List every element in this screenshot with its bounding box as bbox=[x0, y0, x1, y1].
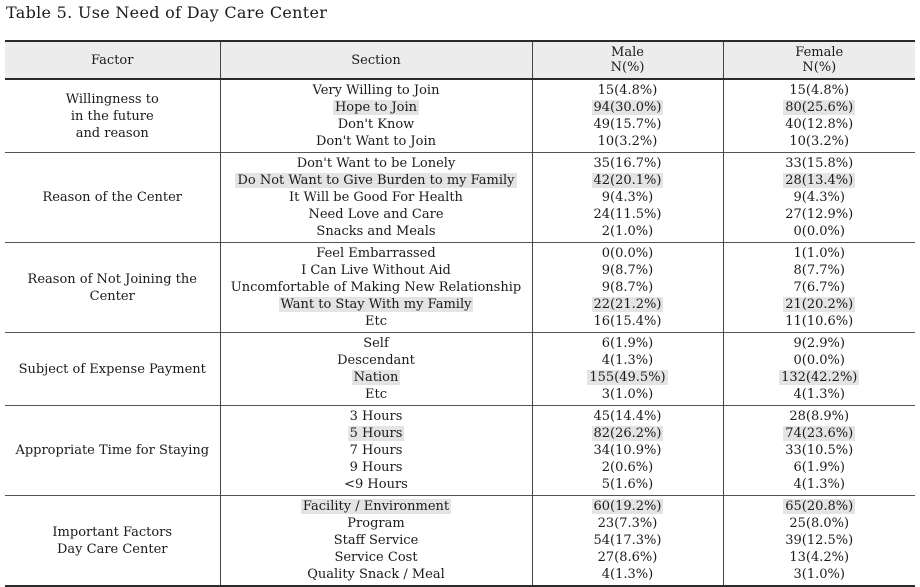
female-value: 13(4.2%) bbox=[789, 550, 850, 565]
female-line bbox=[724, 369, 916, 386]
male-line bbox=[533, 408, 723, 425]
male-value: 0(0.0%) bbox=[601, 246, 654, 261]
header-female bbox=[723, 41, 915, 79]
section-value: Self bbox=[363, 336, 389, 351]
female-value: 25(8.0%) bbox=[789, 516, 850, 531]
table-row-group bbox=[5, 496, 915, 587]
header-factor: Factor bbox=[5, 41, 220, 79]
female-line bbox=[724, 498, 916, 515]
section-value: Snacks and Meals bbox=[316, 224, 436, 239]
female-line bbox=[724, 155, 916, 172]
male-value: 2(1.0%) bbox=[601, 224, 654, 239]
female-line bbox=[724, 408, 916, 425]
header-female-unit: N(%) bbox=[802, 60, 837, 75]
female-value: 0(0.0%) bbox=[793, 224, 845, 239]
male-line bbox=[533, 313, 723, 330]
factor-cell bbox=[5, 496, 220, 587]
female-line bbox=[724, 515, 916, 532]
female-line bbox=[724, 172, 916, 189]
female-value: 28(8.9%) bbox=[789, 409, 850, 424]
section-line bbox=[221, 99, 532, 116]
male-line bbox=[533, 386, 723, 403]
section-value: Quality Snack / Meal bbox=[307, 567, 445, 582]
female-value: 3(1.0%) bbox=[793, 567, 845, 582]
table-row-group bbox=[5, 333, 915, 406]
male-line bbox=[533, 425, 723, 442]
section-line bbox=[221, 262, 532, 279]
section-line bbox=[221, 442, 532, 459]
section-cell bbox=[220, 153, 532, 243]
female-cell-list bbox=[724, 243, 916, 332]
header-male-label: Male bbox=[611, 45, 644, 60]
male-line bbox=[533, 352, 723, 369]
male-value: 16(15.4%) bbox=[593, 314, 662, 329]
section-value: Don't Want to be Lonely bbox=[296, 156, 456, 171]
male-value: 27(8.6%) bbox=[597, 550, 658, 565]
male-line bbox=[533, 99, 723, 116]
factor-label: Reason of Not Joining the Center bbox=[27, 271, 197, 304]
male-line bbox=[533, 549, 723, 566]
section-cell-list bbox=[221, 153, 532, 242]
factor-label: Reason of the Center bbox=[42, 190, 183, 205]
table-caption: Table 5. Use Need of Day Care Center bbox=[6, 3, 328, 22]
factor-label: Important Factors Day Care Center bbox=[52, 524, 173, 557]
section-value: Descendant bbox=[337, 353, 415, 368]
male-value: 5(1.6%) bbox=[601, 477, 654, 492]
table-row-group bbox=[5, 79, 915, 153]
section-line bbox=[221, 189, 532, 206]
section-line bbox=[221, 408, 532, 425]
female-value: 9(4.3%) bbox=[793, 190, 845, 205]
female-value: 1(1.0%) bbox=[793, 246, 845, 261]
table-body bbox=[5, 79, 915, 586]
section-value: I Can Live Without Aid bbox=[301, 263, 451, 278]
male-line bbox=[533, 262, 723, 279]
factor-cell bbox=[5, 406, 220, 496]
section-value: Etc bbox=[365, 314, 387, 329]
male-line bbox=[533, 82, 723, 99]
male-cell-list bbox=[533, 406, 723, 495]
section-line bbox=[221, 116, 532, 133]
male-cell bbox=[532, 153, 723, 243]
male-cell bbox=[532, 496, 723, 587]
male-line bbox=[533, 206, 723, 223]
female-cell-list bbox=[724, 80, 916, 152]
section-line bbox=[221, 296, 532, 313]
male-cell bbox=[532, 406, 723, 496]
section-line bbox=[221, 566, 532, 583]
section-value: Feel Embarrassed bbox=[316, 246, 436, 261]
female-cell-list bbox=[724, 153, 916, 242]
male-cell bbox=[532, 243, 723, 333]
section-value: 3 Hours bbox=[349, 409, 403, 424]
female-line bbox=[724, 133, 916, 150]
section-line bbox=[221, 425, 532, 442]
section-line bbox=[221, 549, 532, 566]
female-line bbox=[724, 566, 916, 583]
section-line bbox=[221, 155, 532, 172]
male-value: 155(49.5%) bbox=[589, 370, 666, 385]
male-value: 3(1.0%) bbox=[601, 387, 654, 402]
table-row-group bbox=[5, 153, 915, 243]
female-value: 15(4.8%) bbox=[789, 83, 850, 98]
section-value: Program bbox=[347, 516, 405, 531]
factor-cell bbox=[5, 333, 220, 406]
header-section: Section bbox=[220, 41, 532, 79]
male-value: 9(8.7%) bbox=[601, 280, 654, 295]
section-cell-list bbox=[221, 496, 532, 585]
section-line bbox=[221, 279, 532, 296]
male-value: 23(7.3%) bbox=[597, 516, 658, 531]
female-value: 9(2.9%) bbox=[793, 336, 845, 351]
factor-cell bbox=[5, 243, 220, 333]
female-value: 21(20.2%) bbox=[785, 297, 854, 312]
female-value: 28(13.4%) bbox=[785, 173, 854, 188]
female-value: 4(1.3%) bbox=[793, 477, 845, 492]
section-line bbox=[221, 476, 532, 493]
male-line bbox=[533, 442, 723, 459]
section-cell bbox=[220, 333, 532, 406]
male-cell-list bbox=[533, 496, 723, 585]
male-line bbox=[533, 476, 723, 493]
male-value: 2(0.6%) bbox=[601, 460, 654, 475]
section-cell-list bbox=[221, 406, 532, 495]
female-cell-list bbox=[724, 333, 916, 405]
factor-cell bbox=[5, 79, 220, 153]
section-value: Need Love and Care bbox=[308, 207, 444, 222]
male-line bbox=[533, 223, 723, 240]
section-value: Don't Want to Join bbox=[315, 134, 436, 149]
section-value: Etc bbox=[365, 387, 387, 402]
male-value: 24(11.5%) bbox=[593, 207, 662, 222]
female-value: 8(7.7%) bbox=[793, 263, 845, 278]
male-line bbox=[533, 532, 723, 549]
table-row-group bbox=[5, 406, 915, 496]
male-value: 4(1.3%) bbox=[601, 353, 654, 368]
male-value: 49(15.7%) bbox=[593, 117, 662, 132]
section-line bbox=[221, 206, 532, 223]
female-value: 7(6.7%) bbox=[793, 280, 845, 295]
female-line bbox=[724, 245, 916, 262]
section-line bbox=[221, 532, 532, 549]
section-line bbox=[221, 352, 532, 369]
male-line bbox=[533, 515, 723, 532]
male-value: 34(10.9%) bbox=[593, 443, 662, 458]
female-cell bbox=[723, 496, 915, 587]
female-value: 10(3.2%) bbox=[789, 134, 850, 149]
section-cell bbox=[220, 406, 532, 496]
section-value: 9 Hours bbox=[349, 460, 403, 475]
female-line bbox=[724, 223, 916, 240]
female-line bbox=[724, 386, 916, 403]
female-line bbox=[724, 262, 916, 279]
factor-cell bbox=[5, 153, 220, 243]
male-cell-list bbox=[533, 243, 723, 332]
section-cell bbox=[220, 243, 532, 333]
female-value: 40(12.8%) bbox=[785, 117, 854, 132]
male-line bbox=[533, 296, 723, 313]
male-value: 15(4.8%) bbox=[597, 83, 658, 98]
use-need-table bbox=[5, 40, 915, 587]
section-cell-list bbox=[221, 243, 532, 332]
section-line bbox=[221, 498, 532, 515]
female-value: 80(25.6%) bbox=[785, 100, 854, 115]
female-value: 4(1.3%) bbox=[793, 387, 845, 402]
factor-label: Willingness to in the future and reason bbox=[65, 91, 159, 141]
section-cell-list bbox=[221, 333, 532, 405]
section-value: Uncomfortable of Making New Relationship bbox=[230, 280, 522, 295]
male-cell-list bbox=[533, 333, 723, 405]
female-value: 27(12.9%) bbox=[785, 207, 854, 222]
male-value: 9(8.7%) bbox=[601, 263, 654, 278]
female-line bbox=[724, 296, 916, 313]
female-value: 74(23.6%) bbox=[785, 426, 854, 441]
male-value: 54(17.3%) bbox=[593, 533, 662, 548]
male-value: 6(1.9%) bbox=[601, 336, 654, 351]
section-value: Do Not Want to Give Burden to my Family bbox=[237, 173, 515, 188]
header-female-label: Female bbox=[795, 45, 844, 60]
section-cell bbox=[220, 496, 532, 587]
male-line bbox=[533, 189, 723, 206]
male-line bbox=[533, 459, 723, 476]
female-value: 33(15.8%) bbox=[785, 156, 854, 171]
factor-label: Subject of Expense Payment bbox=[18, 361, 206, 377]
table-row-group bbox=[5, 243, 915, 333]
section-line bbox=[221, 245, 532, 262]
female-line bbox=[724, 459, 916, 476]
male-line bbox=[533, 369, 723, 386]
table-header bbox=[5, 41, 915, 79]
female-cell bbox=[723, 153, 915, 243]
section-line bbox=[221, 133, 532, 150]
male-value: 94(30.0%) bbox=[593, 100, 662, 115]
female-line bbox=[724, 335, 916, 352]
section-value: Service Cost bbox=[334, 550, 418, 565]
male-cell-list bbox=[533, 80, 723, 152]
male-line bbox=[533, 172, 723, 189]
section-line bbox=[221, 386, 532, 403]
factor-label: Appropriate Time for Staying bbox=[15, 443, 210, 458]
female-cell bbox=[723, 406, 915, 496]
section-cell bbox=[220, 79, 532, 153]
section-cell-list bbox=[221, 80, 532, 152]
female-line bbox=[724, 549, 916, 566]
male-value: 35(16.7%) bbox=[593, 156, 662, 171]
female-line bbox=[724, 189, 916, 206]
female-line bbox=[724, 352, 916, 369]
section-value: 7 Hours bbox=[349, 443, 403, 458]
section-line bbox=[221, 172, 532, 189]
male-value: 45(14.4%) bbox=[593, 409, 662, 424]
female-value: 132(42.2%) bbox=[781, 370, 858, 385]
male-line bbox=[533, 566, 723, 583]
section-value: Hope to Join bbox=[334, 100, 418, 115]
female-value: 65(20.8%) bbox=[785, 499, 854, 514]
male-line bbox=[533, 335, 723, 352]
male-line bbox=[533, 279, 723, 296]
female-line bbox=[724, 425, 916, 442]
male-line bbox=[533, 133, 723, 150]
section-value: <9 Hours bbox=[344, 477, 408, 492]
female-cell bbox=[723, 333, 915, 406]
male-line bbox=[533, 245, 723, 262]
male-value: 60(19.2%) bbox=[593, 499, 662, 514]
female-line bbox=[724, 532, 916, 549]
section-line bbox=[221, 459, 532, 476]
section-line bbox=[221, 335, 532, 352]
female-value: 11(10.6%) bbox=[785, 314, 854, 329]
section-line bbox=[221, 82, 532, 99]
section-line bbox=[221, 369, 532, 386]
section-line bbox=[221, 515, 532, 532]
header-male bbox=[532, 41, 723, 79]
female-cell bbox=[723, 243, 915, 333]
section-line bbox=[221, 223, 532, 240]
male-cell bbox=[532, 79, 723, 153]
header-male-unit: N(%) bbox=[610, 60, 645, 75]
male-value: 10(3.2%) bbox=[597, 134, 658, 149]
section-value: Very Willing to Join bbox=[312, 83, 440, 98]
female-value: 39(12.5%) bbox=[785, 533, 854, 548]
female-value: 33(10.5%) bbox=[785, 443, 854, 458]
male-cell bbox=[532, 333, 723, 406]
section-value: Want to Stay With my Family bbox=[280, 297, 472, 312]
female-cell-list bbox=[724, 496, 916, 585]
section-value: Nation bbox=[353, 370, 399, 385]
male-line bbox=[533, 155, 723, 172]
section-value: Facility / Environment bbox=[302, 499, 450, 514]
female-line bbox=[724, 206, 916, 223]
female-line bbox=[724, 82, 916, 99]
female-cell bbox=[723, 79, 915, 153]
female-line bbox=[724, 442, 916, 459]
male-value: 82(26.2%) bbox=[593, 426, 662, 441]
female-value: 6(1.9%) bbox=[793, 460, 845, 475]
male-value: 4(1.3%) bbox=[601, 567, 654, 582]
male-line bbox=[533, 498, 723, 515]
section-value: It Will be Good For Health bbox=[289, 190, 463, 205]
male-line bbox=[533, 116, 723, 133]
female-line bbox=[724, 313, 916, 330]
section-value: Don't Know bbox=[337, 117, 415, 132]
male-value: 42(20.1%) bbox=[593, 173, 662, 188]
female-line bbox=[724, 279, 916, 296]
male-cell-list bbox=[533, 153, 723, 242]
male-value: 9(4.3%) bbox=[601, 190, 654, 205]
section-value: 5 Hours bbox=[349, 426, 403, 441]
female-line bbox=[724, 476, 916, 493]
female-line bbox=[724, 116, 916, 133]
section-line bbox=[221, 313, 532, 330]
female-cell-list bbox=[724, 406, 916, 495]
female-line bbox=[724, 99, 916, 116]
section-value: Staff Service bbox=[333, 533, 419, 548]
female-value: 0(0.0%) bbox=[793, 353, 845, 368]
male-value: 22(21.2%) bbox=[593, 297, 662, 312]
